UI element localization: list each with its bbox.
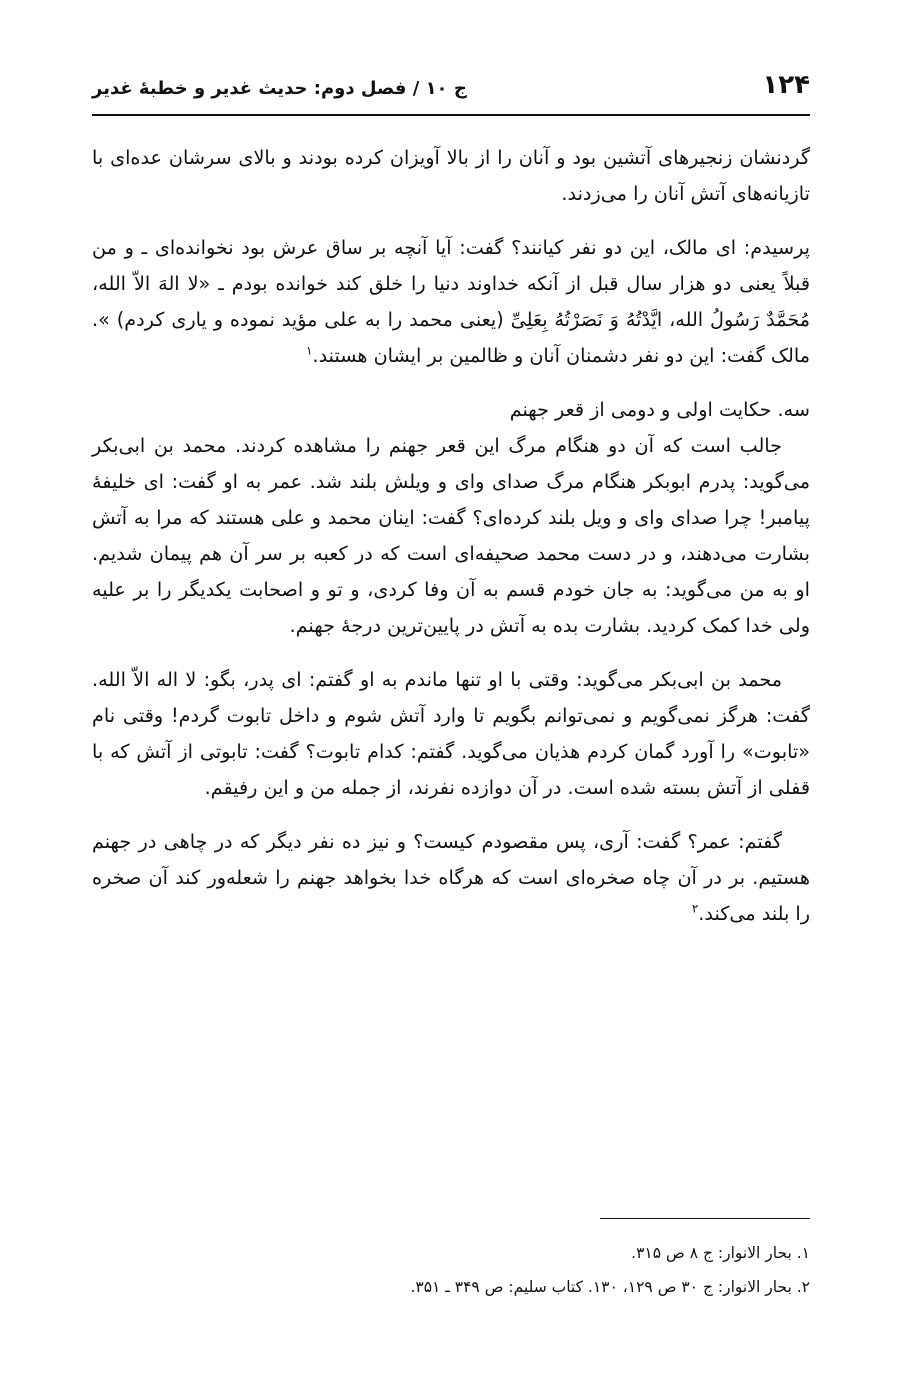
paragraph-2-text: پرسیدم: ای مالک، این دو نفر کیانند؟ گفت: آیا آنچه بر ساق عرش بود نخوانده‌ای ـ و من قبلاً یعنی دو هزار سال قبل از آنکه خداوند دنیا را خلق کند خوانده بودم ـ «لا الهَ الاّ الله، مُحَمَّدٌ رَسُولُ الله، ایَّدْتُهُ وَ نَصَرْتُهُ بِعَلِیِّ (یعنی محمد را به علی مؤید نموده و یاری کردم) ». مالک گفت: این دو نفر دشمنان آنان و ظالمین بر ایشان هستند. [92,236,810,367]
footnote-2: ۲. بحار الانوار: ج ۳۰ ص ۱۲۹، ۱۳۰. کتاب سلیم: ص ۳۴۹ ـ ۳۵۱. [410,1278,810,1296]
section-heading [92,392,810,428]
footnote-mark-1[interactable]: ۱ [306,343,313,358]
footnote-mark-2[interactable]: ۲ [691,901,699,916]
footnotes [92,1236,810,1304]
paragraph-2 [92,230,810,374]
paragraph-5-text: محمد بن ابی‌بکر می‌گوید: وقتی با او تنها ماندم به او گفتم: ای پدر، بگو: لا اله الاّ الله. گفت: هرگز نمی‌گویم و نمی‌توانم بگویم تا وارد آتش شوم و داخل تابوت گردم! وقتی نام «تابوت» را آورد گمان کردم هذیان می‌گوید. گفتم: کدام تابوت؟ گفت: تابوتی از آتش که با قفلی از آتش بسته شده است. در آن دوازده نفرند، از جمله من و این رفیقم. [92,668,810,799]
paragraph-4 [92,428,810,644]
paragraph-6 [92,824,810,932]
paragraph-5 [92,662,810,806]
paragraph-6-text: گفتم: عمر؟ گفت: آری، پس مقصودم کیست؟ و نیز ده نفر دیگر که در چاهی در جهنم هستیم. بر در آن چاه صخره‌ای است که هرگاه خدا بخواهد جهنم را شعله‌ور کند آن صخره را بلند می‌کند. [92,830,810,925]
paragraph-4-text: جالب است که آن دو هنگام مرگ این قعر جهنم را مشاهده کردند. محمد بن ابی‌بکر می‌گوید: پدرم ابوبکر هنگام مرگ صدای وای و ویلش بلند شد. عمر به او گفت: ای خلیفهٔ پیامبر! چرا صدای وای و ویل بلند کرده‌ای؟ گفت: اینان محمد و علی هستند که مرا به آتش بشارت می‌دهند، و در دست محمد صحیفه‌ای است که در کعبه بر سر آن هم پیمان شدیم. او به من می‌گوید: به جان خودم قسم به آن وفا کردی، و تو و اصحابت یکدیگر را بر علیه ولی خدا کمک کردید. بشارت بده به آتش در پایین‌ترین درجهٔ جهنم. [92,434,810,637]
body-text [92,140,810,950]
section-heading-text: سه. حکایت اولی و دومی از قعر جهنم [509,398,810,421]
footnote-1: ۱. بحار الانوار: ج ۸ ص ۳۱۵. [631,1244,810,1262]
page-header [92,62,810,116]
running-head: ج ۱۰ / فصل دوم: حدیث غدیر و خطبهٔ غدیر [92,78,467,99]
paragraph-1 [92,140,810,212]
footnote-divider [600,1218,810,1219]
paragraph-1-text: گردنشان زنجیرهای آتشین بود و آنان را از بالا آویزان کرده بودند و بالای سرشان عده‌ای با تازیانه‌های آتش آنان را می‌زدند. [92,146,810,205]
page-number: ۱۲۴ [762,70,810,100]
